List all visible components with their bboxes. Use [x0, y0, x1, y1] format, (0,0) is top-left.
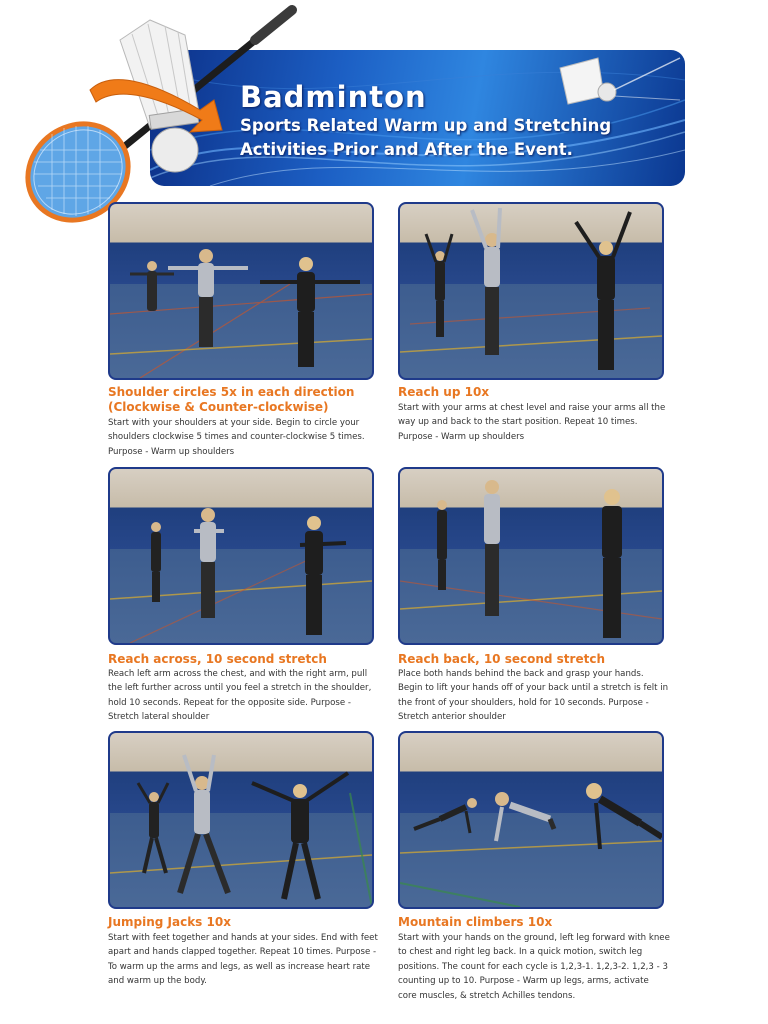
exercise-description: Reach left arm across the chest, and with the right arm, pull the left further across until you feel a stretch in the shoulder, hold 10 seconds. Repeat for the opposite side. Purpose - Stretch lateral shoulder: [108, 669, 372, 723]
exercise-title: Reach across, 10 second stretch: [108, 652, 327, 666]
exercise-photo-reach-back: [398, 467, 664, 645]
page-subtitle: Sports Related Warm up and Stretching Activities Prior and After the Event.: [240, 116, 612, 159]
page-title: Badminton: [240, 80, 427, 114]
exercise-description: Start with your arms at chest level and raise your arms all the way up and back to the start position. Repeat 10 times. Purpose - Warm up shoulders: [398, 403, 666, 442]
exercise-title: Mountain climbers 10x: [398, 915, 553, 929]
small-shuttlecock-icon: [560, 58, 680, 104]
exercise-description: Place both hands behind the back and grasp your hands. Begin to lift your hands off of your back until a stretch is felt in the front of your shoulders, hold for 10 seconds. Purpose - Stretch anterior shoulder: [398, 669, 669, 723]
exercise-description: Start with feet together and hands at your sides. End with feet apart and hands clapped together. Repeat 10 times. Purpose - To warm up the arms and legs, as well as increase heart rate and warm up the body.: [108, 933, 378, 987]
exercise-title: Reach back, 10 second stretch: [398, 652, 605, 666]
exercise-description: Start with your shoulders at your side. Begin to circle your shoulders clockwise 5 times and counter-clockwise 5 times. Purpose - Warm up shoulders: [108, 418, 365, 457]
exercise-photo-mountain-climbers: [398, 731, 664, 909]
exercise-photo-reach-up: [398, 202, 664, 380]
exercise-description: Start with your hands on the ground, left leg forward with knee to chest and right leg back. In a quick motion, switch leg positions. The count for each cycle is 1,2,3-1. 1,2,3-2. 1,2,3 - 3 counting up to 10. Purpose - Warm up legs, arms, activate core muscles, & stretch Achilles tendons.: [398, 933, 670, 1001]
exercise-photo-shoulder-circles: [108, 202, 374, 380]
exercise-title: Jumping Jacks 10x: [108, 915, 231, 929]
exercise-title: Shoulder circles 5x in each direction (Clockwise & Counter-clockwise): [108, 385, 355, 414]
exercise-photo-reach-across: [108, 467, 374, 645]
exercise-photo-jumping-jacks: [108, 731, 374, 909]
exercise-title: Reach up 10x: [398, 385, 490, 399]
